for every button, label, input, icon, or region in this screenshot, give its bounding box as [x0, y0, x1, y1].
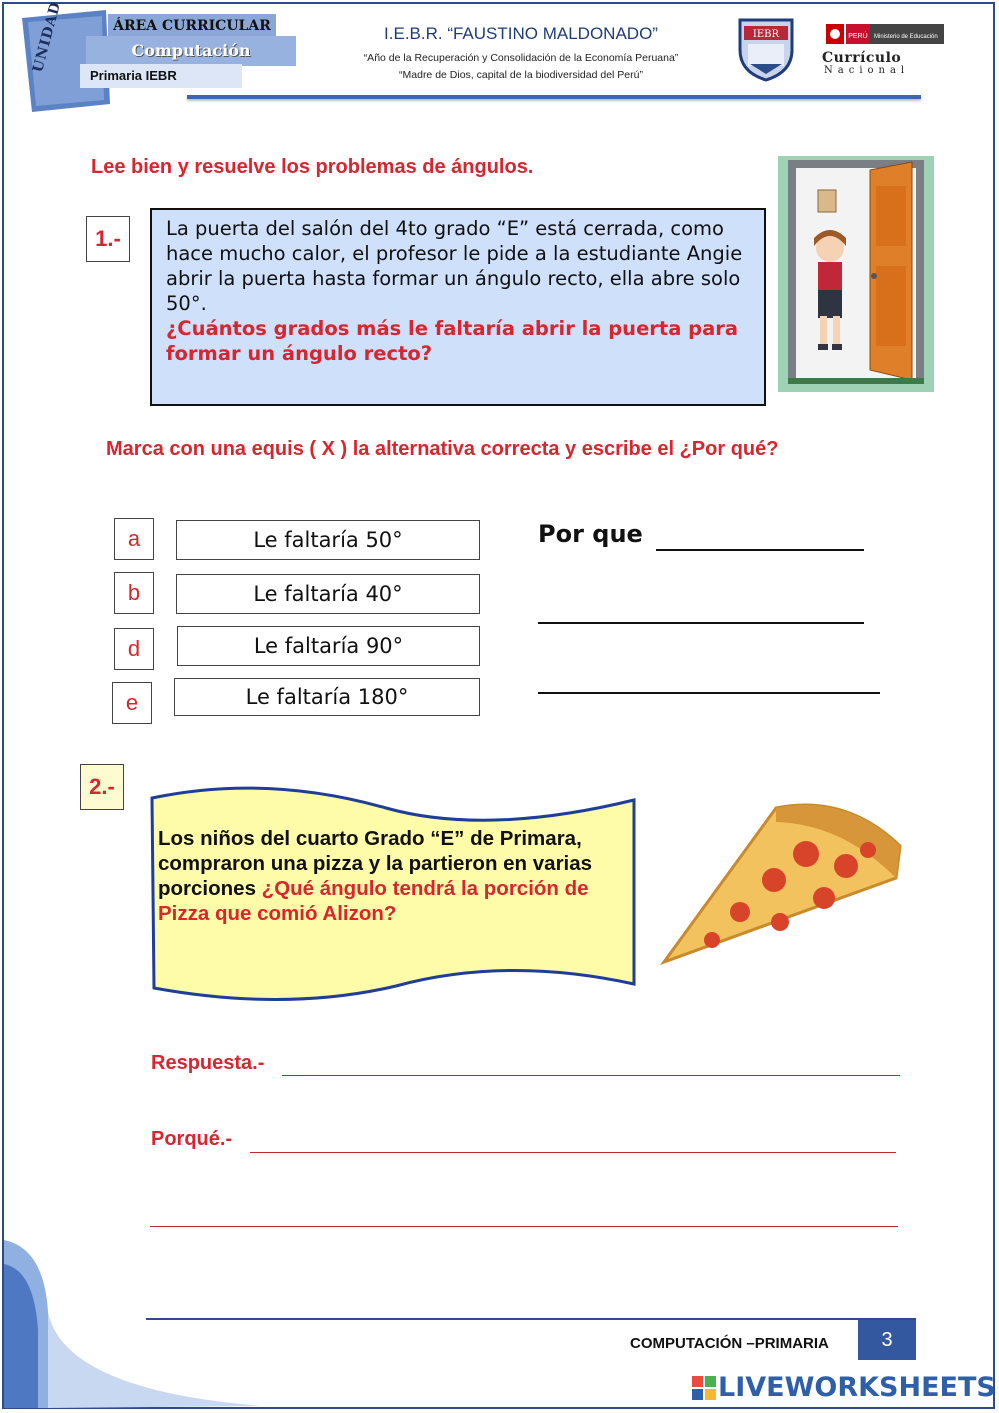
problem-2-text: Los niños del cuarto Grado “E” de Primara, compraron una pizza y la partieron en varias porciones	[158, 827, 593, 900]
footer-corner-decoration	[4, 1240, 264, 1408]
curriculo-label: Currículo	[822, 50, 902, 66]
option-b-text[interactable]: Le faltaría 40°	[176, 574, 480, 614]
svg-text:PERÚ: PERÚ	[848, 33, 868, 40]
problem-2-box	[158, 826, 628, 926]
page-number: 3	[858, 1320, 916, 1360]
porque-answer-line-2[interactable]	[538, 622, 864, 624]
shield-text: IEBR	[752, 29, 780, 40]
header-rule	[187, 95, 921, 99]
option-e-text[interactable]: Le faltaría 180°	[174, 678, 480, 716]
school-shield-logo	[736, 16, 796, 82]
pizza-slice-image	[656, 794, 906, 970]
option-d-text[interactable]: Le faltaría 90°	[177, 626, 480, 666]
door-girl-illustration	[778, 156, 934, 392]
problem-1-box	[150, 208, 766, 406]
year-motto: “Año de la Recuperación y Consolidación de la Economía Peruana”	[363, 52, 679, 64]
main-instruction: Lee bien y resuelve los problemas de ángulos.	[91, 156, 534, 178]
respuesta-label: Respuesta.-	[151, 1052, 265, 1074]
porque-2-label: Porqué.-	[151, 1128, 233, 1150]
mark-instruction: Marca con una equis ( X ) la alternativa correcta y escribe el ¿Por qué?	[106, 438, 779, 460]
porque-label: Por que	[538, 520, 643, 548]
option-a-text[interactable]: Le faltaría 50°	[176, 520, 480, 560]
porque-2-answer-line[interactable]	[250, 1152, 896, 1153]
option-b-letter[interactable]: b	[114, 572, 154, 614]
unidad-label: UNIDAD	[30, 0, 65, 75]
porque-answer-line-3[interactable]	[538, 692, 880, 694]
subject-label: Computación	[86, 36, 296, 66]
option-a-letter[interactable]: a	[114, 518, 154, 560]
nacional-label: Nacional	[824, 65, 910, 76]
level-label: Primaria IEBR	[80, 64, 242, 88]
problem-1-number: 1.-	[86, 216, 130, 262]
footer-label: COMPUTACIÓN –PRIMARIA	[630, 1335, 829, 1352]
region-motto: “Madre de Dios, capital de la biodiversidad del Perú”	[399, 69, 643, 81]
school-title: I.E.B.R. “FAUSTINO MALDONADO”	[384, 24, 658, 43]
liveworksheets-icon	[692, 1376, 716, 1400]
problem-1-question: ¿Cuántos grados más le faltaría abrir la puerta para formar un ángulo recto?	[166, 317, 739, 365]
option-e-letter[interactable]: e	[112, 682, 152, 724]
problem-1-text: La puerta del salón del 4to grado “E” está cerrada, como hace mucho calor, el profesor le pide a la estudiante Angie abrir la puerta hasta formar un ángulo recto, ella abre solo 50°.	[166, 217, 743, 315]
option-d-letter[interactable]: d	[114, 628, 154, 670]
problem-2-number: 2.-	[80, 764, 124, 810]
porque-2-answer-line-2[interactable]	[150, 1226, 898, 1227]
svg-text:Ministerio de Educación: Ministerio de Educación	[874, 34, 938, 40]
liveworksheets-brand: LIVEWORKSHEETS	[718, 1372, 996, 1403]
area-curricular-label: ÁREA CURRICULAR	[108, 14, 276, 38]
problem-2-question: ¿Qué ángulo tendrá la porción de Pizza que comió Alizon?	[158, 877, 589, 925]
respuesta-answer-line[interactable]	[282, 1075, 900, 1076]
porque-answer-line-1[interactable]	[656, 549, 864, 551]
footer-rule	[146, 1318, 916, 1320]
